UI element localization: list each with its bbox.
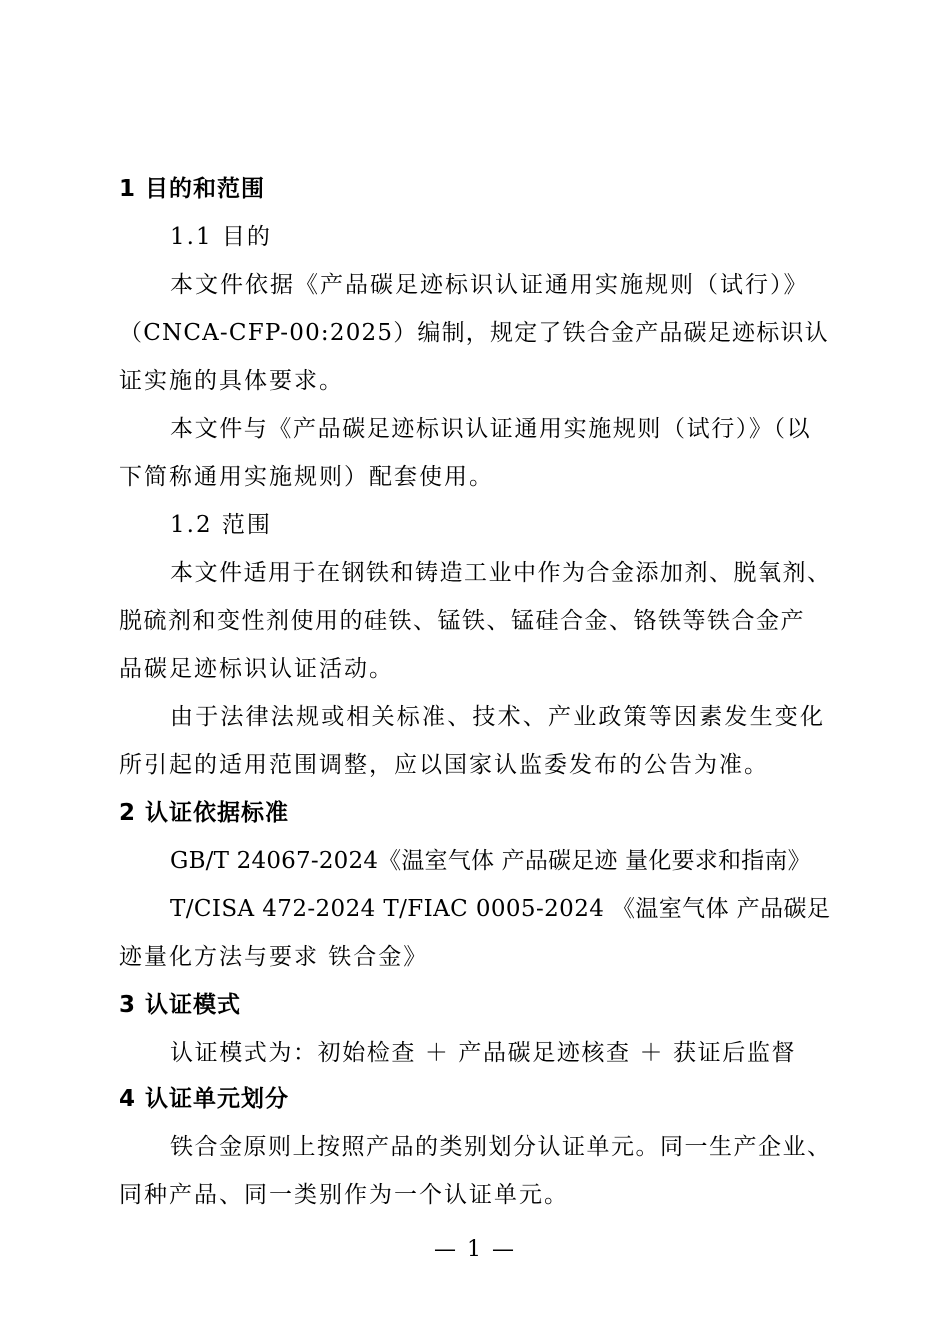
- paragraph-line: 证实施的具体要求。: [119, 368, 344, 394]
- paragraph-line: 由于法律法规或相关标准、技术、产业政策等因素发生变化: [170, 704, 826, 730]
- paragraph-line: 铁合金原则上按照产品的类别划分认证单元。同一生产企业、: [170, 1134, 832, 1160]
- section-heading-4: 4 认证单元划分: [119, 1086, 290, 1112]
- section-heading-2: 2 认证依据标准: [119, 800, 290, 826]
- standard-reference: GB/T 24067-2024《温室气体 产品碳足迹 量化要求和指南》: [170, 848, 811, 874]
- paragraph-line: 脱硫剂和变性剂使用的硅铁、锰铁、锰硅合金、铬铁等铁合金产: [119, 608, 805, 634]
- section-heading-1: 1 目的和范围: [119, 176, 266, 202]
- paragraph-line: 本文件适用于在钢铁和铸造工业中作为合金添加剂、脱氧剂、: [170, 560, 832, 586]
- paragraph-line: 本文件依据《产品碳足迹标识认证通用实施规则（试行）》: [170, 272, 809, 298]
- paragraph-line: 同种产品、同一类别作为一个认证单元。: [119, 1182, 569, 1208]
- paragraph-line: 下简称通用实施规则）配套使用。: [119, 464, 494, 490]
- standard-reference: 迹量化方法与要求 铁合金》: [119, 944, 429, 970]
- page-number: — 1 —: [434, 1237, 516, 1262]
- paragraph-line: （CNCA-CFP-00:2025）编制，规定了铁合金产品碳足迹标识认: [119, 320, 829, 346]
- paragraph-line: 品碳足迹标识认证活动。: [119, 656, 394, 682]
- subsection-heading-1-1: 1.1 目的: [170, 224, 272, 250]
- section-heading-3: 3 认证模式: [119, 992, 242, 1018]
- standard-reference: T/CISA 472-2024 T/FIAC 0005-2024 《温室气体 产品碳足: [170, 896, 831, 922]
- certification-mode: 认证模式为：初始检查 ＋ 产品碳足迹核查 ＋ 获证后监督: [170, 1040, 797, 1066]
- subsection-heading-1-2: 1.2 范围: [170, 512, 272, 538]
- paragraph-line: 所引起的适用范围调整，应以国家认监委发布的公告为准。: [119, 752, 769, 778]
- paragraph-line: 本文件与《产品碳足迹标识认证通用实施规则（试行）》（以: [170, 416, 812, 442]
